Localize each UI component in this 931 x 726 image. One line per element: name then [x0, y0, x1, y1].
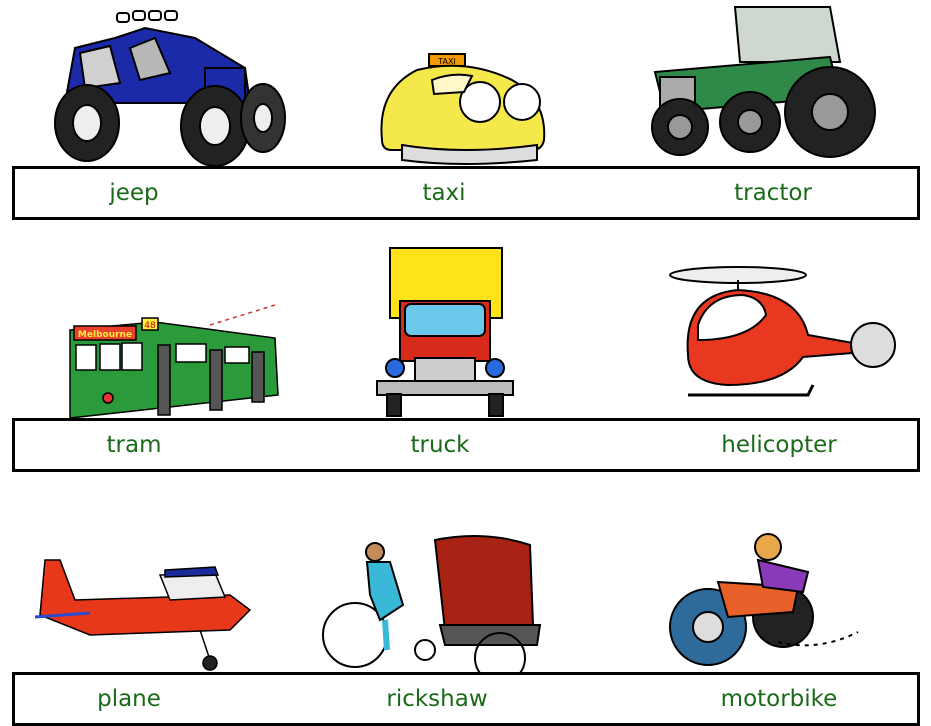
rickshaw-picture: [315, 530, 545, 685]
label-motorbike: motorbike: [720, 686, 838, 712]
motorbike-picture: [658, 532, 863, 684]
label-row-1: [12, 166, 920, 220]
taxi-picture: [372, 50, 552, 170]
label-rickshaw: rickshaw: [386, 686, 488, 712]
helicopter-picture: [668, 265, 903, 420]
label-truck: truck: [410, 432, 470, 458]
taxi-sign-text: TAXI: [438, 57, 456, 66]
label-taxi: taxi: [422, 180, 466, 206]
label-helicopter: helicopter: [721, 432, 837, 458]
label-row-3: [12, 672, 920, 726]
tractor-picture: [640, 2, 885, 167]
label-tram: tram: [106, 432, 162, 458]
tram-picture: [60, 300, 285, 425]
tram-destination-text: Melbourne: [77, 330, 133, 340]
truck-picture: [375, 246, 515, 418]
label-plane: plane: [97, 686, 161, 712]
jeep-picture: [45, 8, 295, 168]
plane-picture: [30, 555, 255, 675]
label-row-2: [12, 418, 920, 472]
label-tractor: tractor: [734, 180, 812, 206]
tram-route-text: 48: [144, 321, 156, 331]
label-jeep: jeep: [109, 180, 159, 206]
